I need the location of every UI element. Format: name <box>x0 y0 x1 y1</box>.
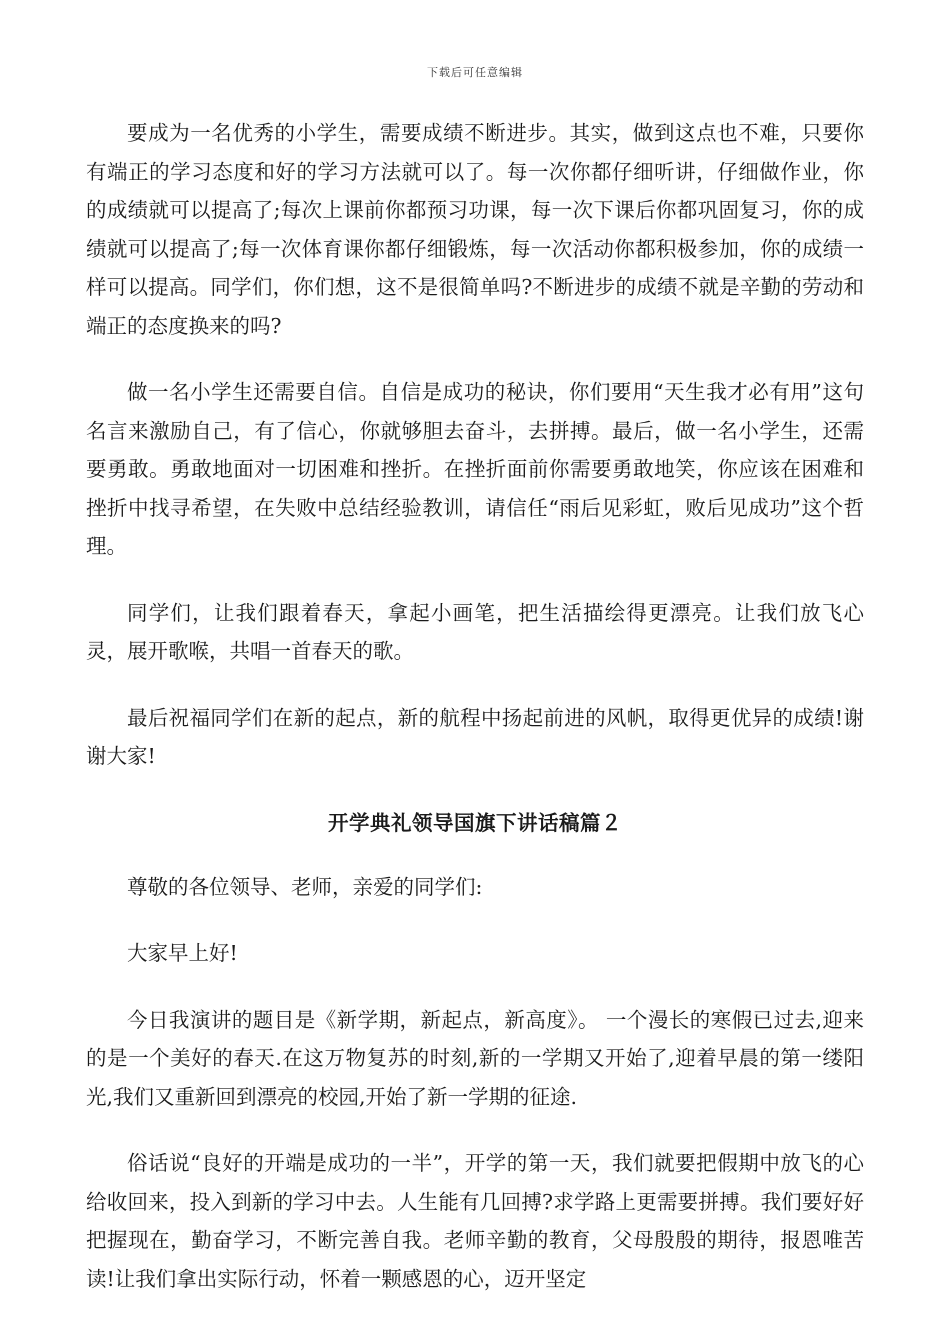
paragraph-confidence-courage: 做一名小学生还需要自信。自信是成功的秘诀，你们要用“天生我才必有用”这句名言来激励自己，有了信心，你就够胆去奋斗，去拼搏。最后，做一名小学生，还需要勇敢。勇敢地面对一切困难和挫折。在挫折面前你需要勇敢地笑，你应该在困难和挫折中找寻希望，在失败中总结经验教训，请信任“雨后见彩虹，败后见成功”这个哲理。 <box>86 380 864 558</box>
paragraph-closing-wishes: 最后祝福同学们在新的起点，新的航程中扬起前进的风帆，取得更优异的成绩!谢谢大家! <box>86 705 864 768</box>
header-note: 下载后可任意编辑 <box>427 66 523 79</box>
paragraph-speech-topic: 今日我演讲的题目是《新学期，新起点，新高度》。 一个漫长的寒假已过去,迎来的是一个美好的春天.在这万物复苏的时刻,新的一学期又开始了,迎着早晨的第一缕阳光,我们又重新回到漂亮的校园,开始了新一学期的征途. <box>86 1007 864 1109</box>
section-title: 开学典礼领导国旗下讲话稿篇２ <box>328 810 622 835</box>
paragraph-salutation: 尊敬的各位领导、老师，亲爱的同学们: <box>127 874 483 899</box>
paragraph-greeting: 大家早上好! <box>127 941 238 965</box>
paragraph-spring: 同学们，让我们跟着春天，拿起小画笔，把生活描绘得更漂亮。让我们放飞心灵，展开歌喉，共唱一首春天的歌。 <box>86 600 864 663</box>
document-body <box>86 114 864 1326</box>
paragraph-good-start: 俗话说“良好的开端是成功的一半”，开学的第一天，我们就要把假期中放飞的心给收回来，投入到新的学习中去。人生能有几回搏?求学路上更需要拼搏。我们要好好把握现在，勤奋学习，不断完善自我。老师辛勤的教育，父母殷殷的期待，报恩唯苦读!让我们拿出实际行动，怀着一颗感恩的心，迈开坚定 <box>86 1151 864 1291</box>
paragraph-study-progress: 要成为一名优秀的小学生，需要成绩不断进步。其实，做到这点也不难，只要你有端正的学习态度和好的学习方法就可以了。每一次你都仔细听讲，仔细做作业，你的成绩就可以提高了;每次上课前你都预习功课，每一次下课后你都巩固复习，你的成绩就可以提高了;每一次体育课你都仔细锻炼，每一次活动你都积极参加，你的成绩一样可以提高。同学们，你们想，这不是很简单吗?不断进步的成绩不就是辛勤的劳动和端正的态度换来的吗? <box>86 121 864 338</box>
